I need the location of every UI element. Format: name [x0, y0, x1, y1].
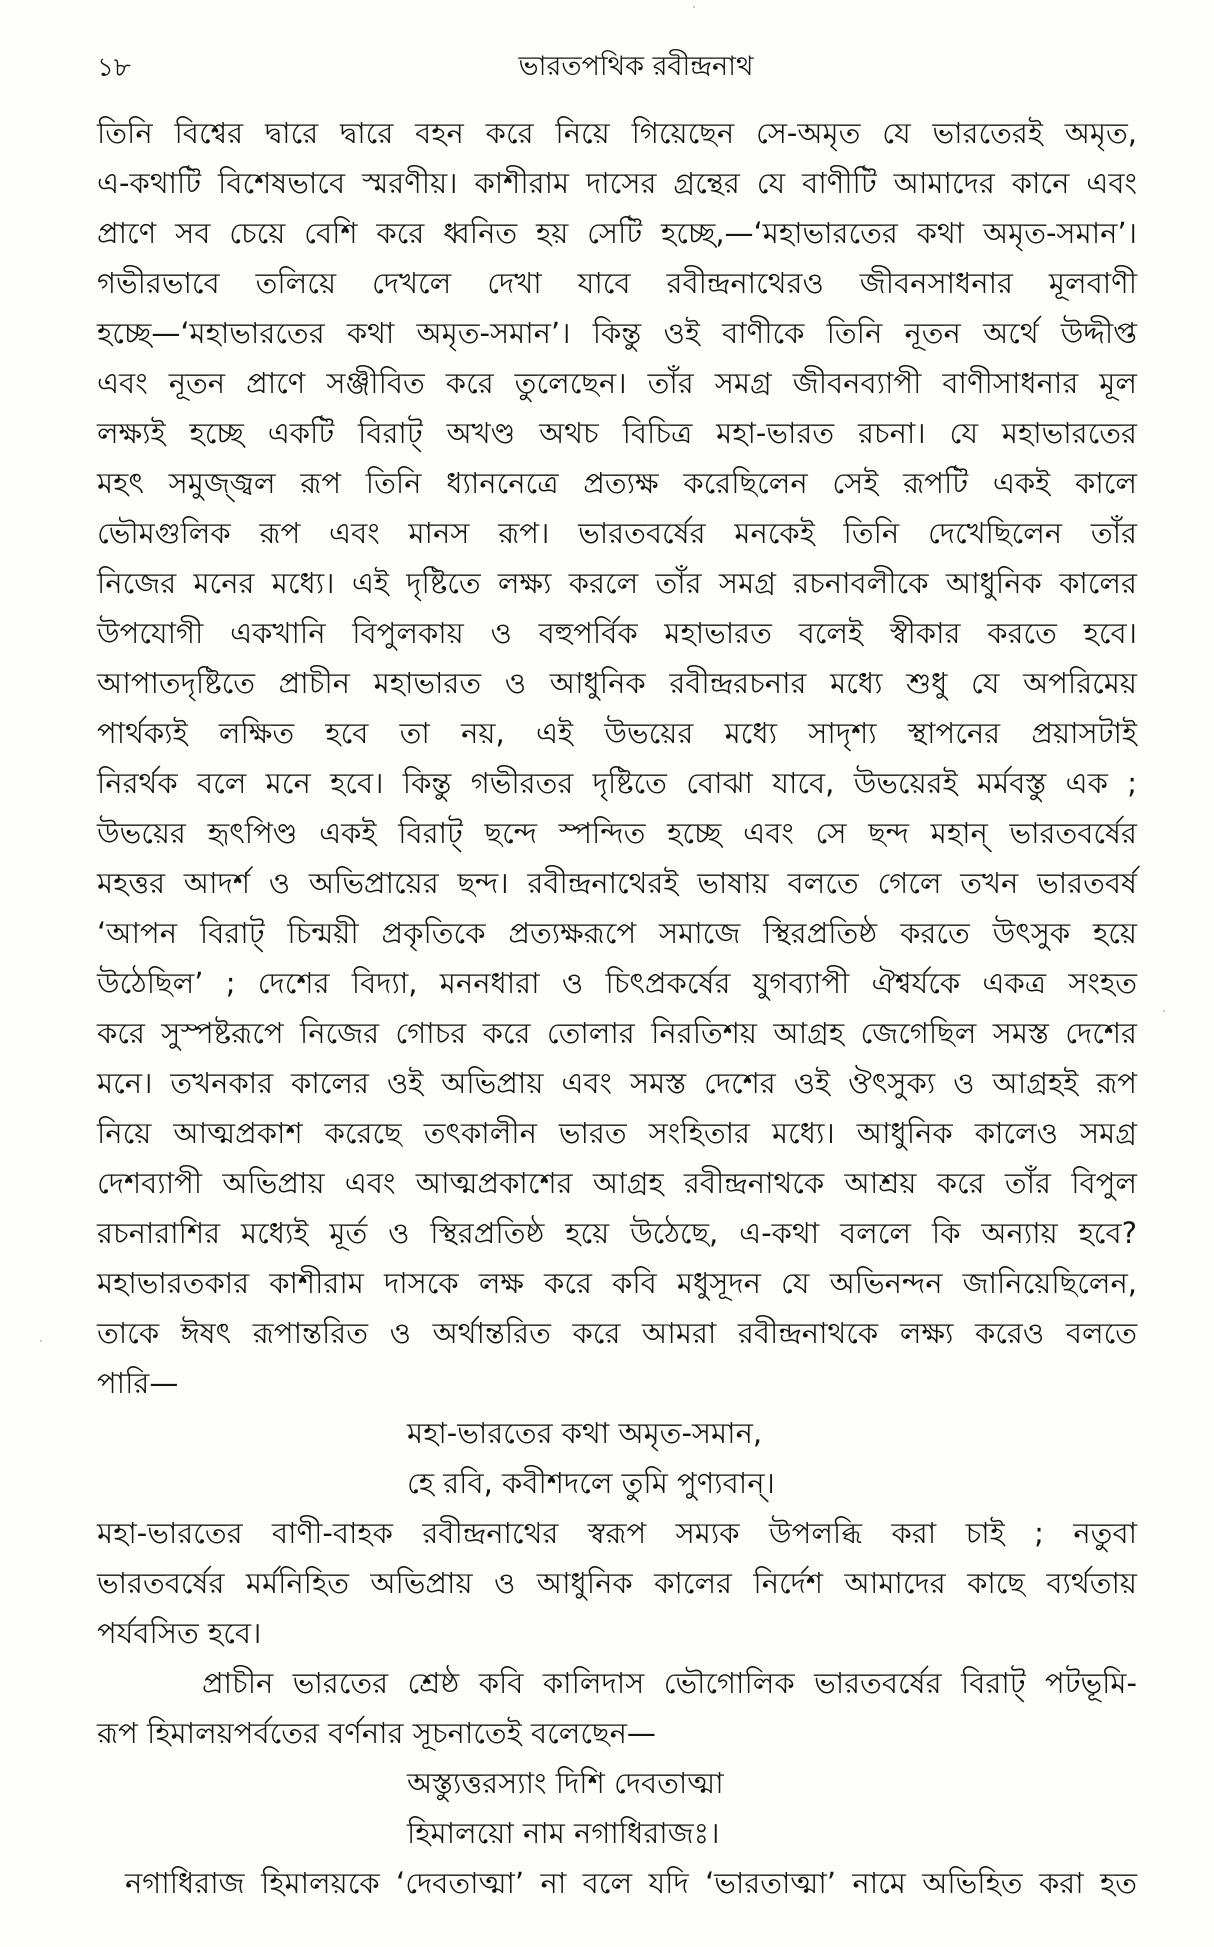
- text-line: এবং নূতন প্রাণে সঞ্জীবিত করে তুলেছেন। তাঁর সমগ্র জীবনব্যাপী বাণীসাধনার মূল: [97, 366, 1137, 400]
- verse-line: অস্ত্যুত্তরস্যাং দিশি দেবতাত্মা: [407, 1766, 724, 1800]
- text-line: পার্থক্যই লক্ষিত হবে তা নয়, এই উভয়ের মধ্যে সাদৃশ্য স্থাপনের প্রয়াসটাই: [97, 716, 1137, 750]
- text-line: তাকে ঈষৎ রূপান্তরিত ও অর্থান্তরিত করে আমরা রবীন্দ্রনাথকে লক্ষ্য করেও বলতে: [97, 1316, 1137, 1350]
- running-title: ভারতপথিক রবীন্দ্রনাথ: [518, 51, 754, 82]
- text-line: ভৌমগুলিক রূপ এবং মানস রূপ। ভারতবর্ষের মনকেই তিনি দেখেছিলেন তাঁর: [97, 516, 1137, 550]
- scan-speck: [40, 1340, 42, 1342]
- text-line: রচনারাশির মধ্যেই মূর্ত ও স্থিরপ্রতিষ্ঠ হয়ে উঠেছে, এ-কথা বললে কি অন্যায় হবে?: [97, 1216, 1137, 1250]
- text-line: পর্যবসিত হবে।: [97, 1616, 262, 1650]
- text-line: নিজের মনের মধ্যে। এই দৃষ্টিতে লক্ষ্য করলে তাঁর সমগ্র রচনাবলীকে আধুনিক কালের: [97, 566, 1137, 600]
- text-line: করে সুস্পষ্টরূপে নিজের গোচর করে তোলার নিরতিশয় আগ্রহ জেগেছিল সমস্ত দেশের: [97, 1016, 1137, 1050]
- text-line: ভারতবর্ষের মর্মনিহিত অভিপ্রায় ও আধুনিক কালের নির্দেশ আমাদের কাছে ব্যর্থতায়: [97, 1566, 1137, 1600]
- running-head: [97, 48, 1135, 88]
- text-line: দেশব্যাপী অভিপ্রায় এবং আত্মপ্রকাশের আগ্রহ রবীন্দ্রনাথকে আশ্রয় করে তাঁর বিপুল: [97, 1166, 1137, 1200]
- text-line: উভয়ের হৃৎপিণ্ড একই বিরাট্ ছন্দে স্পন্দিত হচ্ছে এবং সে ছন্দ মহান্ ভারতবর্ষের: [97, 816, 1137, 850]
- verse-line: হিমালয়ো নাম নগাধিরাজঃ।: [407, 1816, 720, 1850]
- text-line: মনে। তখনকার কালের ওই অভিপ্রায় এবং সমস্ত দেশের ওই ঔৎসুক্য ও আগ্রহই রূপ: [97, 1066, 1137, 1100]
- scan-speck: [1163, 1010, 1165, 1012]
- text-line: গভীরভাবে তলিয়ে দেখলে দেখা যাবে রবীন্দ্রনাথেরও জীবনসাধনার মূলবাণী: [97, 266, 1137, 300]
- text-line: উপযোগী একখানি বিপুলকায় ও বহুপর্বিক মহাভারত বলেই স্বীকার করতে হবে।: [97, 616, 1137, 650]
- text-line: নিয়ে আত্মপ্রকাশ করেছে তৎকালীন ভারত সংহিতার মধ্যে। আধুনিক কালেও সমগ্র: [97, 1116, 1137, 1150]
- text-line: পারি—: [97, 1366, 179, 1400]
- page-number: ১৮: [97, 53, 131, 83]
- scan-speck: [693, 6, 695, 8]
- text-line: মহা-ভারতের বাণী-বাহক রবীন্দ্রনাথের স্বরূপ সম্যক উপলব্ধি করা চাই ; নতুবা: [97, 1516, 1137, 1550]
- text-line: প্রাণে সব চেয়ে বেশি করে ধ্বনিত হয় সেটি হচ্ছে,—‘মহাভারতের কথা অমৃত-সমান’।: [97, 216, 1137, 250]
- text-line: এ-কথাটি বিশেষভাবে স্মরণীয়। কাশীরাম দাসের গ্রন্থের যে বাণীটি আমাদের কানে এবং: [97, 166, 1137, 200]
- text-line: নগাধিরাজ হিমালয়কে ‘দেবতাত্মা’ না বলে যদি ‘ভারতাত্মা’ নামে অভিহিত করা হত: [125, 1866, 1137, 1900]
- text-line: তিনি বিশ্বের দ্বারে দ্বারে বহন করে নিয়ে গিয়েছেন সে-অমৃত যে ভারতেরই অমৃত,: [97, 116, 1137, 150]
- text-line: মহাভারতকার কাশীরাম দাসকে লক্ষ করে কবি মধুসূদন যে অভিনন্দন জানিয়েছিলেন,: [97, 1266, 1137, 1300]
- text-line: মহৎ সমুজ্জ্বল রূপ তিনি ধ্যাননেত্রে প্রত্যক্ষ করেছিলেন সেই রূপটি একই কালে: [97, 466, 1137, 500]
- text-line: উঠেছিল’ ; দেশের বিদ্যা, মননধারা ও চিৎপ্রকর্ষের যুগব্যাপী ঐশ্বর্যকে একত্র সংহত: [97, 966, 1137, 1000]
- verse-line: হে রবি, কবীশদলে তুমি পুণ্যবান্।: [407, 1466, 775, 1500]
- verse-line: মহা-ভারতের কথা অমৃত-সমান,: [407, 1416, 763, 1450]
- text-line: নিরর্থক বলে মনে হবে। কিন্তু গভীরতর দৃষ্টিতে বোঝা যাবে, উভয়েরই মর্মবস্তু এক ;: [97, 766, 1137, 800]
- text-line: প্রাচীন ভারতের শ্রেষ্ঠ কবি কালিদাস ভৌগোলিক ভারতবর্ষের বিরাট্ পটভূমি-: [202, 1666, 1137, 1700]
- text-line: আপাতদৃষ্টিতে প্রাচীন মহাভারত ও আধুনিক রবীন্দ্ররচনার মধ্যে শুধু যে অপরিমেয়: [97, 666, 1137, 700]
- text-line: লক্ষ্যই হচ্ছে একটি বিরাট্ অখণ্ড অথচ বিচিত্র মহা-ভারত রচনা। যে মহাভারতের: [97, 416, 1137, 450]
- text-line: রূপ হিমালয়পর্বতের বর্ণনার সূচনাতেই বলেছেন—: [97, 1716, 656, 1750]
- body-text: [97, 108, 1137, 1908]
- text-line: হচ্ছে—‘মহাভারতের কথা অমৃত-সমান’। কিন্তু ওই বাণীকে তিনি নূতন অর্থে উদ্দীপ্ত: [97, 316, 1137, 350]
- text-line: ‘আপন বিরাট্ চিন্ময়ী প্রকৃতিকে প্রত্যক্ষরূপে সমাজে স্থিরপ্রতিষ্ঠ করতে উৎসুক হয়ে: [97, 916, 1137, 950]
- text-line: মহত্তর আদর্শ ও অভিপ্রায়ের ছন্দ। রবীন্দ্রনাথেরই ভাষায় বলতে গেলে তখন ভারতবর্ষ: [97, 866, 1137, 900]
